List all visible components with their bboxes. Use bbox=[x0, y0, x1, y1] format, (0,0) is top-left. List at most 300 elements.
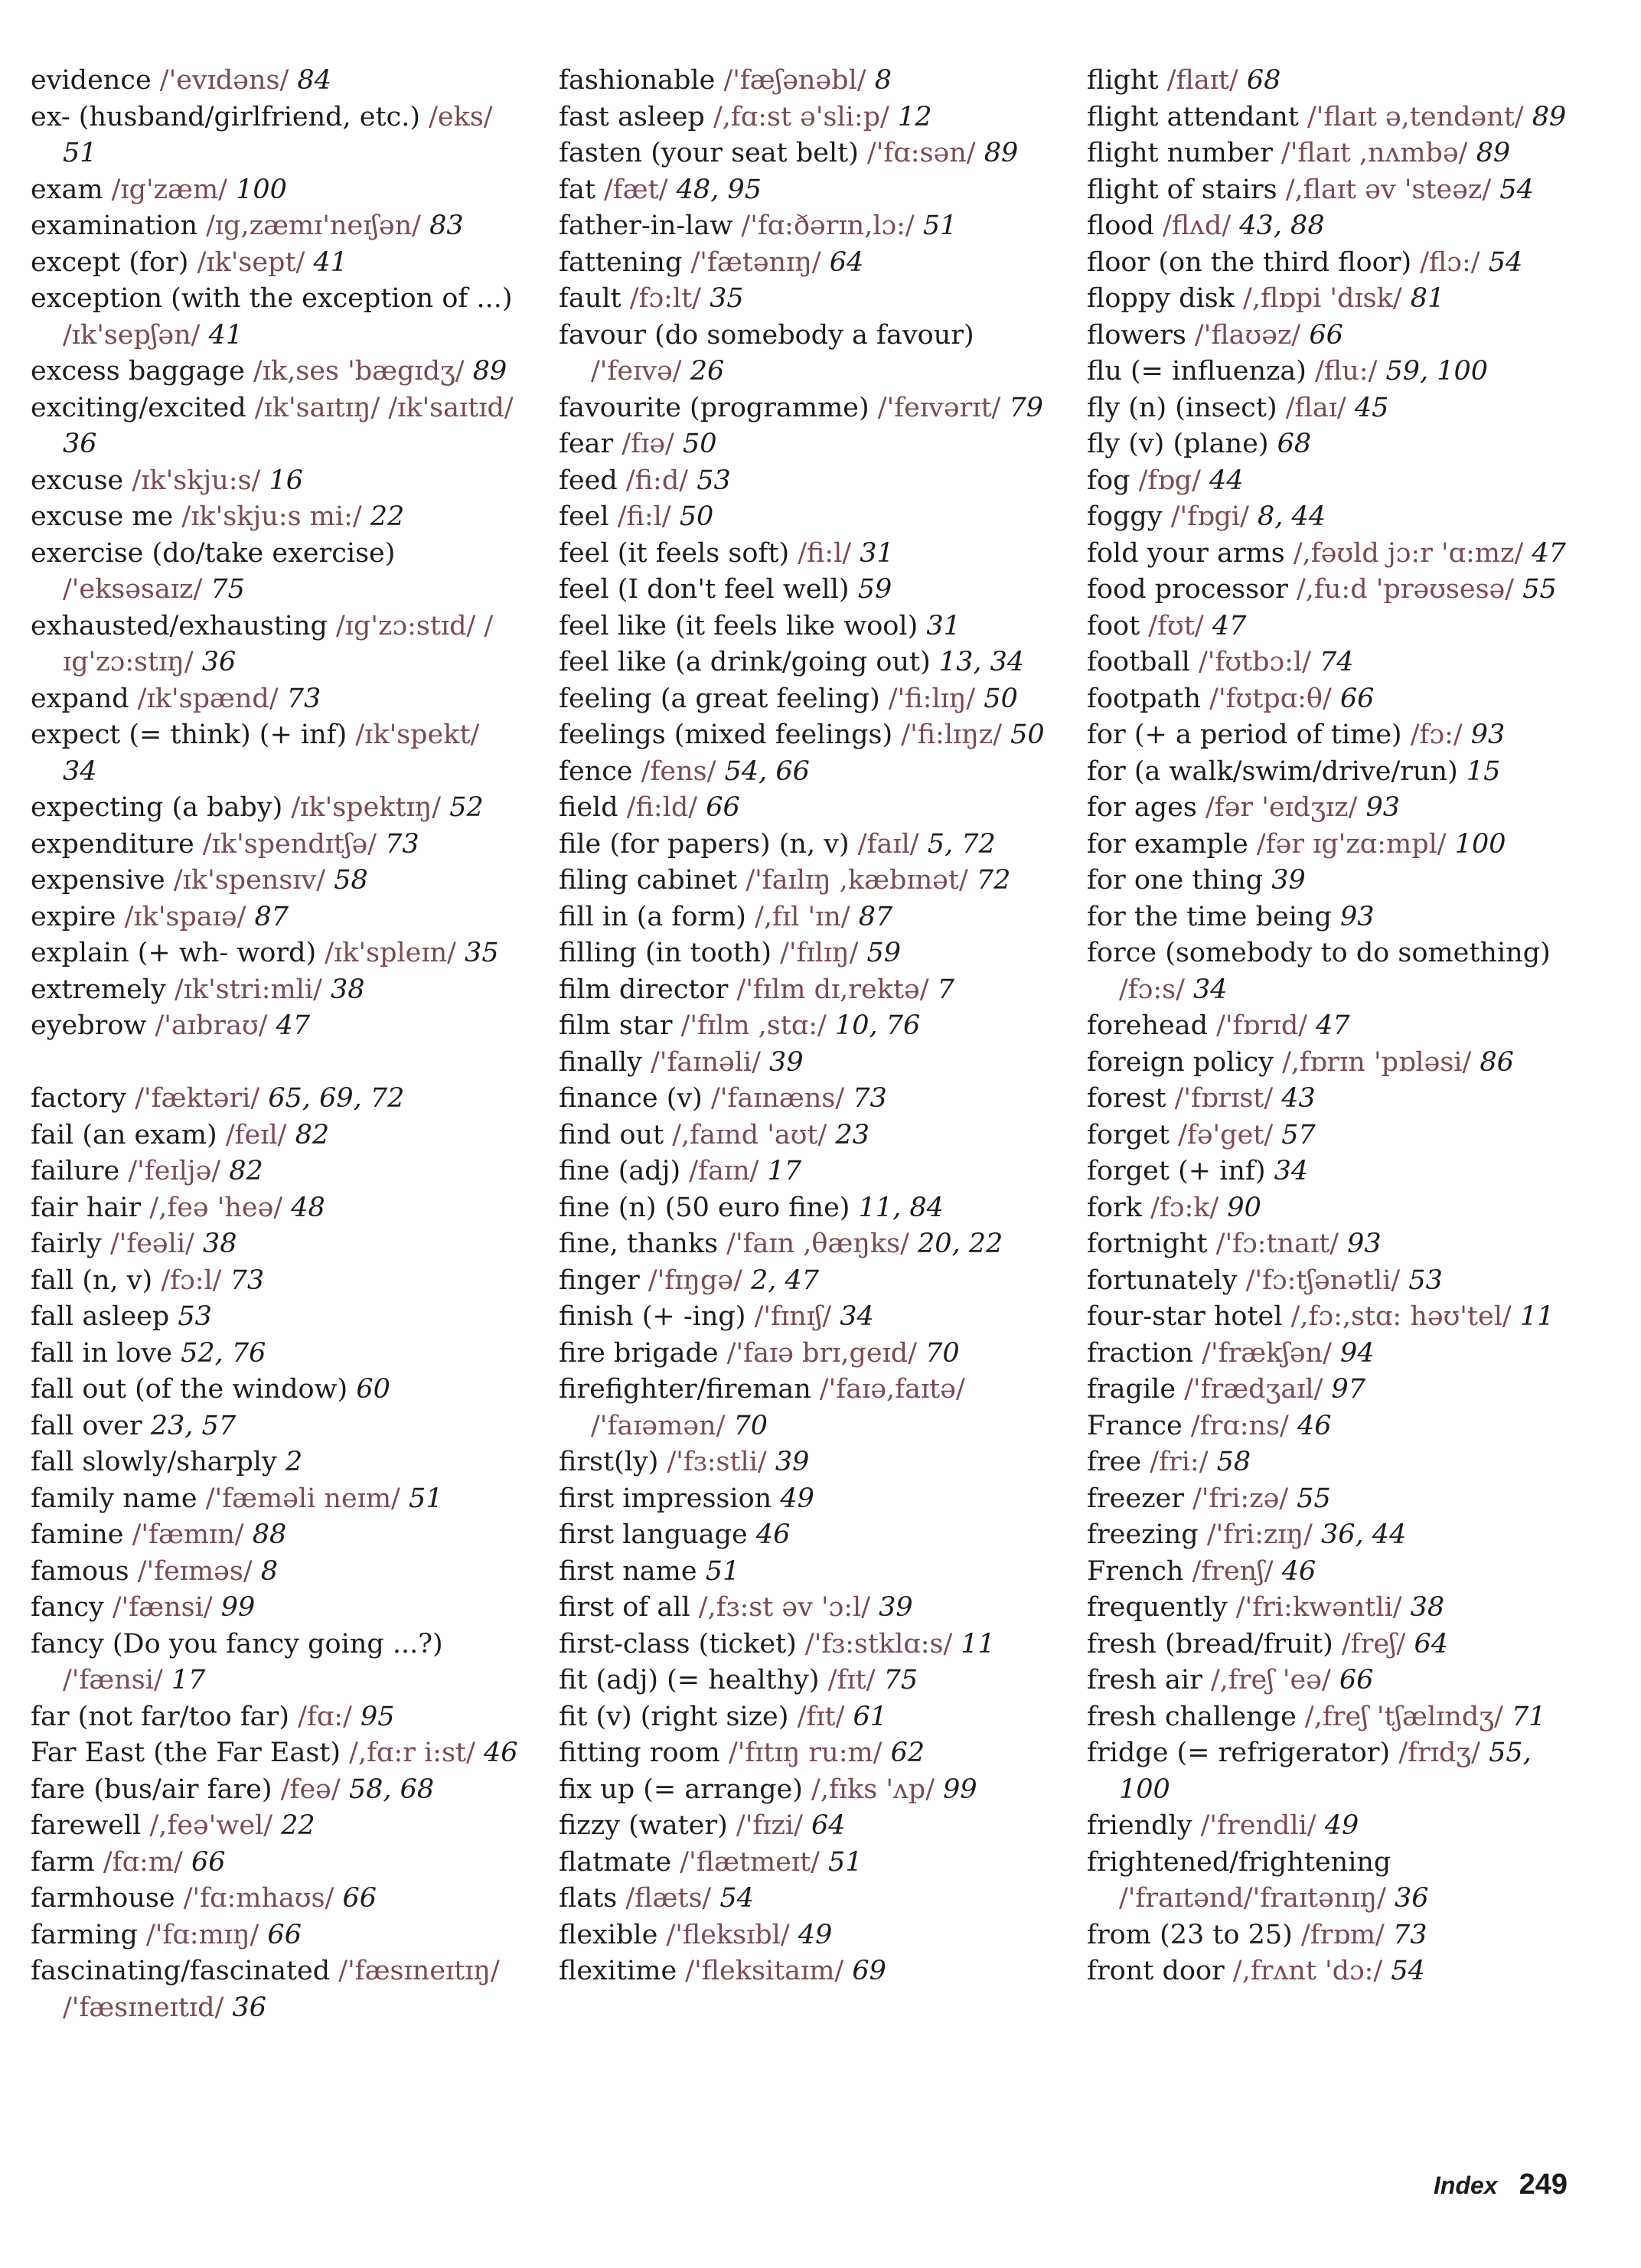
index-entry bbox=[1087, 1190, 1577, 1227]
entry-phonetic: /,fɑ:st ə'sli:p/ bbox=[704, 101, 898, 132]
entry-headword: except (for) bbox=[31, 246, 189, 278]
index-entry bbox=[559, 208, 1049, 245]
entry-headword: footpath bbox=[1087, 683, 1202, 714]
entry-page-refs: 95 bbox=[360, 1701, 395, 1732]
entry-phonetic: /flʌd/ bbox=[1153, 210, 1240, 241]
entry-phonetic: /ɪk'spensɪv/ bbox=[165, 865, 334, 896]
entry-headword: exciting/excited bbox=[31, 392, 246, 423]
entry-page-refs: 65, 69, 72 bbox=[268, 1083, 405, 1114]
index-entry bbox=[559, 499, 1049, 536]
entry-phonetic: /'fɒgi/ bbox=[1162, 501, 1258, 532]
entry-headword: feeling (a great feeling) bbox=[559, 683, 880, 714]
entry-phonetic bbox=[1332, 902, 1340, 932]
entry-page-refs: 64 bbox=[1414, 1628, 1449, 1659]
entry-phonetic: /faɪn/ bbox=[680, 1156, 768, 1186]
entry-phonetic: /fi:l/ bbox=[608, 501, 680, 532]
index-entry bbox=[1087, 1299, 1577, 1336]
entry-headword: ex- (husband/girlfriend, etc.) bbox=[31, 101, 420, 132]
entry-phonetic: /fɔ:k/ bbox=[1141, 1192, 1228, 1223]
entry-phonetic: /'fɪlɪŋ/ bbox=[771, 938, 867, 968]
index-entry bbox=[1087, 100, 1577, 136]
entry-headword: frequently bbox=[1087, 1592, 1228, 1623]
entry-page-refs: 35 bbox=[710, 283, 744, 314]
entry-page-refs: 59, 100 bbox=[1385, 356, 1489, 387]
entry-page-refs: 89 bbox=[1532, 101, 1567, 132]
index-entry bbox=[1087, 1008, 1577, 1045]
entry-phonetic: /'flaʊəz/ bbox=[1186, 319, 1310, 351]
entry-page-refs: 38 bbox=[202, 1229, 237, 1259]
entry-page-refs: 55 bbox=[1522, 574, 1557, 605]
entry-headword: evidence bbox=[31, 65, 152, 96]
index-entry bbox=[31, 245, 520, 282]
entry-headword: flatmate bbox=[559, 1846, 672, 1878]
entry-page-refs: 90 bbox=[1227, 1192, 1261, 1223]
index-entry bbox=[31, 281, 520, 354]
entry-page-refs: 73 bbox=[230, 1265, 265, 1296]
entry-phonetic: /'fleksitaɪm/ bbox=[677, 1956, 853, 1986]
entry-headword: fill in (a form) bbox=[559, 901, 746, 932]
entry-page-refs: 73 bbox=[286, 683, 321, 714]
entry-page-refs: 50 bbox=[984, 683, 1018, 714]
entry-phonetic: /frɒm/ bbox=[1292, 1919, 1393, 1950]
entry-page-refs: 62 bbox=[890, 1738, 925, 1768]
index-entry bbox=[31, 1190, 520, 1227]
entry-page-refs: 73 bbox=[385, 828, 419, 860]
entry-phonetic: /ɪk'spekt/ bbox=[347, 720, 480, 750]
entry-page-refs: 83 bbox=[429, 210, 464, 241]
entry-page-refs: 89 bbox=[1476, 138, 1511, 168]
entry-page-refs: 99 bbox=[220, 1592, 256, 1623]
entry-page-refs: 47 bbox=[1532, 537, 1566, 569]
entry-headword: filling (in tooth) bbox=[559, 938, 772, 968]
index-entry bbox=[1087, 1554, 1577, 1591]
entry-phonetic: /'fɪlm dɪ,rektə/ bbox=[728, 974, 938, 1005]
entry-phonetic: /fə'get/ bbox=[1169, 1119, 1282, 1150]
entry-page-refs: 51 bbox=[63, 138, 97, 168]
index-entry bbox=[559, 1663, 1049, 1699]
index-entry bbox=[559, 463, 1049, 500]
entry-headword: fault bbox=[559, 283, 621, 314]
entry-phonetic: /'fleksɪbl/ bbox=[657, 1919, 798, 1950]
index-entry bbox=[559, 63, 1049, 100]
index-entry bbox=[559, 1627, 1049, 1663]
entry-headword: fall in love bbox=[31, 1337, 172, 1369]
index-entry bbox=[31, 1735, 520, 1772]
entry-phonetic: /'fɔ:tnaɪt/ bbox=[1207, 1229, 1348, 1259]
entry-headword: feed bbox=[559, 465, 618, 496]
entry-page-refs: 10, 76 bbox=[834, 1010, 921, 1041]
entry-phonetic: /,feə 'heə/ bbox=[141, 1192, 292, 1223]
index-entry bbox=[559, 754, 1049, 791]
entry-page-refs: 26 bbox=[690, 356, 725, 387]
entry-headword: farm bbox=[31, 1846, 95, 1878]
entry-headword: football bbox=[1087, 647, 1190, 677]
entry-headword: exception (with the exception of ...) bbox=[31, 283, 513, 314]
index-entry bbox=[1087, 1481, 1577, 1518]
index-entry bbox=[1087, 899, 1577, 936]
entry-phonetic: /'feɪljə/ bbox=[119, 1156, 230, 1186]
entry-headword: feel bbox=[559, 501, 609, 532]
entry-headword: friendly bbox=[1087, 1810, 1192, 1841]
entry-phonetic: /'flætmeɪt/ bbox=[671, 1846, 829, 1878]
entry-headword: four-star hotel bbox=[1087, 1301, 1283, 1332]
entry-page-refs: 48 bbox=[291, 1192, 325, 1223]
entry-page-refs: 87 bbox=[858, 901, 893, 932]
entry-page-refs: 31 bbox=[860, 537, 894, 569]
entry-page-refs: 11 bbox=[961, 1628, 995, 1659]
index-entry bbox=[1087, 390, 1577, 427]
entry-phonetic: /'frendli/ bbox=[1192, 1810, 1325, 1841]
index-entry bbox=[1087, 717, 1577, 754]
entry-phonetic: /flaɪ/ bbox=[1277, 392, 1355, 423]
index-entry bbox=[31, 827, 520, 863]
index-entry bbox=[31, 172, 520, 209]
index-entry bbox=[31, 1590, 520, 1627]
entry-page-refs: 39 bbox=[1271, 865, 1306, 896]
entry-phonetic: /ɪk'spaɪə/ bbox=[116, 901, 255, 932]
index-entry bbox=[1087, 827, 1577, 863]
index-entry bbox=[559, 972, 1049, 1009]
index-column-2 bbox=[559, 63, 1049, 1990]
entry-phonetic: /'feɪvə/ bbox=[591, 356, 690, 387]
entry-headword: expand bbox=[31, 683, 129, 714]
entry-phonetic bbox=[142, 1411, 151, 1441]
entry-phonetic: /ɪk'sept/ bbox=[188, 246, 314, 278]
entry-headword: Far East (the Far East) bbox=[31, 1738, 341, 1768]
entry-page-refs: 47 bbox=[1212, 610, 1247, 641]
index-entry bbox=[559, 899, 1049, 936]
entry-headword: feel like (a drink/going out) bbox=[559, 647, 931, 677]
entry-phonetic: /'faɪn ,θæŋks/ bbox=[718, 1229, 918, 1259]
index-entry bbox=[31, 100, 520, 172]
index-entry bbox=[1087, 172, 1577, 209]
entry-page-refs: 41 bbox=[313, 246, 347, 278]
index-entry bbox=[1087, 1045, 1577, 1082]
index-entry bbox=[31, 1517, 520, 1554]
entry-page-refs: 46 bbox=[484, 1738, 518, 1768]
entry-page-refs: 66 bbox=[1339, 1665, 1374, 1695]
entry-headword: expect (= think) (+ inf) bbox=[31, 720, 347, 750]
entry-headword: for the time being bbox=[1087, 901, 1332, 932]
entry-page-refs: 47 bbox=[1316, 1010, 1350, 1041]
entry-phonetic: /ɪk'sepʃən/ bbox=[63, 319, 209, 351]
index-entry bbox=[559, 1336, 1049, 1372]
entry-phonetic bbox=[1458, 756, 1466, 787]
entry-page-refs: 49 bbox=[1324, 1810, 1359, 1841]
entry-phonetic: /ɪk'skju:s mi:/ bbox=[173, 501, 370, 532]
entry-headword: first language bbox=[559, 1519, 748, 1550]
entry-phonetic: /'fɪŋgə/ bbox=[639, 1265, 752, 1296]
letter-section-gap bbox=[31, 1045, 520, 1082]
entry-headword: fortnight bbox=[1087, 1229, 1208, 1259]
entry-page-refs: 87 bbox=[254, 901, 289, 932]
entry-headword: fancy bbox=[31, 1592, 104, 1623]
entry-phonetic: /fɑ:/ bbox=[289, 1701, 361, 1732]
entry-page-refs: 61 bbox=[853, 1701, 888, 1732]
entry-headword: fairly bbox=[31, 1229, 102, 1259]
index-entry bbox=[1087, 1372, 1577, 1408]
entry-phonetic: /fɪt/ bbox=[788, 1701, 853, 1732]
entry-page-refs: 66 bbox=[191, 1846, 226, 1878]
index-entry bbox=[31, 1372, 520, 1408]
entry-headword: firefighter/fireman bbox=[559, 1374, 811, 1405]
index-entry bbox=[559, 426, 1049, 463]
entry-page-refs: 73 bbox=[1392, 1919, 1427, 1950]
entry-phonetic: /'fri:kwəntli/ bbox=[1227, 1592, 1411, 1623]
index-entry bbox=[1087, 645, 1577, 681]
entry-phonetic: /'fɒrɪst/ bbox=[1166, 1083, 1282, 1114]
entry-page-refs: 11, 84 bbox=[858, 1192, 944, 1223]
entry-page-refs: 8 bbox=[874, 65, 892, 96]
entry-phonetic: /ɪg,zæmɪ'neɪʃən/ bbox=[197, 210, 430, 241]
index-entry bbox=[1087, 754, 1577, 791]
index-entry bbox=[31, 499, 520, 536]
entry-phonetic: /,faɪnd 'aʊt/ bbox=[664, 1119, 836, 1150]
index-entry bbox=[1087, 681, 1577, 718]
entry-page-refs: 84 bbox=[297, 65, 331, 96]
index-entry bbox=[31, 1699, 520, 1736]
entry-page-refs: 52, 76 bbox=[181, 1337, 266, 1369]
entry-headword: for (a walk/swim/drive/run) bbox=[1087, 755, 1458, 787]
entry-headword: flats bbox=[559, 1883, 618, 1914]
entry-page-refs: 93 bbox=[1365, 792, 1401, 823]
index-entry bbox=[31, 681, 520, 718]
entry-page-refs: 58 bbox=[334, 865, 368, 896]
entry-headword: finish (+ -ing) bbox=[559, 1301, 746, 1332]
entry-page-refs: 88 bbox=[252, 1519, 287, 1550]
entry-page-refs: 57 bbox=[1281, 1119, 1316, 1150]
entry-headword: first impression bbox=[559, 1483, 772, 1514]
entry-headword: for (+ a period of time) bbox=[1087, 720, 1402, 750]
entry-headword: from (23 to 25) bbox=[1087, 1919, 1293, 1950]
entry-page-refs: 17 bbox=[171, 1665, 206, 1695]
entry-phonetic: /'frædʒaɪl/ bbox=[1176, 1374, 1332, 1405]
index-entry bbox=[1087, 1517, 1577, 1554]
entry-page-refs: 50 bbox=[682, 429, 717, 459]
entry-page-refs: 64 bbox=[811, 1810, 846, 1841]
entry-page-refs: 59 bbox=[857, 574, 892, 605]
entry-phonetic: /fər ɪg'zɑ:mpl/ bbox=[1248, 828, 1455, 860]
index-entry bbox=[1087, 1444, 1577, 1481]
page-number: 249 bbox=[1519, 2168, 1568, 2201]
entry-headword: expensive bbox=[31, 865, 165, 896]
entry-headword: forget bbox=[1087, 1119, 1170, 1150]
entry-phonetic: /ɪk'skju:s/ bbox=[123, 465, 269, 496]
entry-page-refs: 7 bbox=[937, 974, 954, 1005]
entry-phonetic: /'flaɪt ə,tendənt/ bbox=[1298, 101, 1532, 132]
entry-headword: far (not far/too far) bbox=[31, 1701, 290, 1732]
index-entry bbox=[31, 972, 520, 1009]
index-entry bbox=[1087, 863, 1577, 899]
entry-page-refs: 49 bbox=[780, 1483, 814, 1514]
entry-headword: favour (do somebody a favour) bbox=[559, 319, 974, 351]
index-entry bbox=[559, 1554, 1049, 1591]
entry-page-refs: 36 bbox=[63, 429, 97, 459]
index-entry bbox=[559, 1372, 1049, 1444]
entry-page-refs: 51 bbox=[828, 1846, 863, 1878]
entry-phonetic: /'fæməli neɪm/ bbox=[197, 1483, 409, 1514]
entry-headword: flexible bbox=[559, 1919, 658, 1950]
entry-phonetic: /'evɪdəns/ bbox=[151, 65, 298, 96]
entry-headword: fashionable bbox=[559, 65, 716, 96]
entry-page-refs: 45 bbox=[1354, 392, 1389, 423]
entry-phonetic: /'fænsi/ bbox=[63, 1665, 171, 1695]
index-column-1 bbox=[31, 63, 520, 2026]
index-entry bbox=[559, 1299, 1049, 1336]
entry-page-refs: 36, 44 bbox=[1321, 1519, 1407, 1550]
entry-phonetic bbox=[169, 1301, 178, 1332]
index-entry bbox=[31, 899, 520, 936]
entry-headword: fat bbox=[559, 174, 595, 205]
entry-headword: farmhouse bbox=[31, 1883, 175, 1914]
entry-headword: fortunately bbox=[1087, 1265, 1238, 1296]
index-entry bbox=[31, 1481, 520, 1518]
index-entry bbox=[1087, 318, 1577, 354]
entry-headword: fit (v) (right size) bbox=[559, 1701, 789, 1732]
entry-headword: French bbox=[1087, 1555, 1184, 1587]
entry-page-refs: 75 bbox=[883, 1665, 918, 1695]
index-entry bbox=[559, 645, 1049, 681]
entry-headword: fresh air bbox=[1087, 1665, 1202, 1695]
entry-phonetic: /flɔ:/ bbox=[1411, 246, 1489, 278]
index-entry bbox=[31, 1408, 520, 1445]
entry-phonetic: /,flaɪt əv 'steəz/ bbox=[1277, 174, 1500, 205]
entry-phonetic: /'fɪzi/ bbox=[727, 1810, 812, 1841]
entry-phonetic: /fi:l/ bbox=[789, 537, 860, 569]
entry-headword: floppy disk bbox=[1087, 283, 1235, 314]
entry-page-refs: 8, 44 bbox=[1258, 501, 1326, 532]
entry-page-refs: 94 bbox=[1340, 1337, 1375, 1369]
index-entry bbox=[559, 536, 1049, 573]
entry-headword: fare (bus/air fare) bbox=[31, 1774, 272, 1805]
entry-page-refs: 16 bbox=[269, 465, 304, 496]
entry-headword: freezing bbox=[1087, 1519, 1199, 1550]
index-entry bbox=[559, 1008, 1049, 1045]
index-entry bbox=[559, 1517, 1049, 1554]
entry-page-refs: 66 bbox=[267, 1919, 302, 1950]
entry-page-refs: 74 bbox=[1320, 647, 1354, 677]
entry-headword: fragile bbox=[1087, 1374, 1176, 1405]
entry-phonetic: /'fɪnɪʃ/ bbox=[745, 1301, 840, 1332]
index-entry bbox=[1087, 1408, 1577, 1445]
entry-phonetic: /'fri:zɪŋ/ bbox=[1198, 1519, 1322, 1550]
entry-phonetic: /'fi:lɪŋ/ bbox=[879, 683, 984, 714]
entry-phonetic bbox=[1263, 865, 1271, 896]
index-entry bbox=[31, 354, 520, 390]
entry-headword: fork bbox=[1087, 1192, 1142, 1223]
entry-headword: free bbox=[1087, 1447, 1142, 1477]
entry-phonetic: /'fæktəri/ bbox=[126, 1083, 269, 1114]
entry-headword: fresh challenge bbox=[1087, 1701, 1297, 1732]
entry-headword: fall out (of the window) bbox=[31, 1374, 348, 1405]
index-entry bbox=[559, 1190, 1049, 1227]
entry-headword: flexitime bbox=[559, 1956, 677, 1986]
entry-page-refs: 34 bbox=[1274, 1156, 1309, 1186]
entry-page-refs: 79 bbox=[1009, 392, 1043, 423]
index-entry bbox=[559, 1772, 1049, 1809]
entry-page-refs: 39 bbox=[879, 1592, 913, 1623]
entry-headword: exercise (do/take exercise) bbox=[31, 537, 396, 569]
index-entry bbox=[31, 1627, 520, 1699]
entry-page-refs: 58 bbox=[1216, 1447, 1251, 1477]
entry-headword: excess baggage bbox=[31, 356, 245, 387]
entry-phonetic: /flæts/ bbox=[617, 1883, 720, 1914]
index-entry bbox=[31, 1808, 520, 1845]
entry-headword: expecting (a baby) bbox=[31, 792, 283, 823]
entry-headword: forehead bbox=[1087, 1010, 1208, 1041]
entry-phonetic: /,feə'wel/ bbox=[141, 1810, 282, 1841]
index-entry bbox=[1087, 208, 1577, 245]
entry-headword: foggy bbox=[1087, 501, 1163, 532]
entry-phonetic: /,fɑ:r i:st/ bbox=[341, 1738, 484, 1768]
entry-page-refs: 48, 95 bbox=[676, 174, 762, 205]
entry-phonetic: /'fæʃənəbl/ bbox=[715, 65, 875, 96]
entry-headword: exhausted/exhausting bbox=[31, 610, 328, 641]
entry-page-refs: 34 bbox=[840, 1301, 874, 1332]
entry-headword: flood bbox=[1087, 210, 1154, 241]
index-entry bbox=[1087, 281, 1577, 318]
entry-headword: farewell bbox=[31, 1810, 142, 1841]
entry-page-refs: 54, 66 bbox=[724, 755, 810, 787]
index-entry bbox=[559, 1226, 1049, 1263]
entry-page-refs: 54 bbox=[1391, 1956, 1425, 1986]
entry-page-refs: 31 bbox=[926, 610, 961, 641]
entry-phonetic: /,fəʊld jɔ:r 'ɑ:mz/ bbox=[1284, 537, 1532, 569]
entry-page-refs: 47 bbox=[276, 1010, 311, 1041]
entry-phonetic: /fɔ:lt/ bbox=[621, 283, 710, 314]
index-entry bbox=[559, 572, 1049, 609]
entry-headword: forget (+ inf) bbox=[1087, 1156, 1266, 1186]
entry-phonetic: /fɔ:s/ bbox=[1119, 974, 1194, 1005]
entry-headword: feel like (it feels like wool) bbox=[559, 610, 918, 641]
entry-headword: father-in-law bbox=[559, 210, 733, 241]
entry-headword: first(ly) bbox=[559, 1447, 659, 1477]
entry-page-refs: 89 bbox=[472, 356, 507, 387]
index-entry bbox=[31, 63, 520, 100]
entry-headword: feelings (mixed feelings) bbox=[559, 720, 893, 750]
entry-headword: flight attendant bbox=[1087, 101, 1299, 132]
entry-headword: favourite (programme) bbox=[559, 392, 869, 423]
entry-phonetic: /'fʊtpɑ:θ/ bbox=[1201, 683, 1340, 714]
entry-phonetic bbox=[347, 1374, 356, 1405]
index-entry bbox=[1087, 790, 1577, 827]
index-entry bbox=[559, 281, 1049, 318]
entry-headword: factory bbox=[31, 1083, 127, 1114]
entry-phonetic: /'fʊtbɔ:l/ bbox=[1189, 647, 1320, 677]
entry-headword: feel (I don't feel well) bbox=[559, 574, 850, 605]
entry-headword: excuse me bbox=[31, 501, 174, 532]
entry-phonetic: /feɪl/ bbox=[217, 1119, 295, 1150]
entry-headword: fire brigade bbox=[559, 1337, 719, 1369]
index-entry bbox=[1087, 1590, 1577, 1627]
entry-page-refs: 89 bbox=[984, 138, 1019, 168]
entry-page-refs: 53 bbox=[178, 1301, 212, 1332]
entry-headword: fancy (Do you fancy going ...?) bbox=[31, 1628, 443, 1659]
index-entry bbox=[559, 1590, 1049, 1627]
entry-headword: fizzy (water) bbox=[559, 1810, 728, 1841]
entry-page-refs: 53 bbox=[1408, 1265, 1443, 1296]
entry-phonetic bbox=[277, 1447, 285, 1477]
entry-headword: fold your arms bbox=[1087, 537, 1285, 569]
index-entry bbox=[1087, 1699, 1577, 1736]
entry-headword: flowers bbox=[1087, 319, 1186, 351]
entry-headword: fog bbox=[1087, 465, 1130, 496]
entry-phonetic: /'fraɪtənd/'fraɪtənɪŋ/ bbox=[1119, 1883, 1395, 1914]
entry-phonetic: /'feəli/ bbox=[101, 1229, 203, 1259]
entry-phonetic: /frenʃ/ bbox=[1183, 1555, 1282, 1587]
index-entry bbox=[31, 1154, 520, 1190]
entry-phonetic: /'faɪnəli/ bbox=[641, 1046, 770, 1078]
